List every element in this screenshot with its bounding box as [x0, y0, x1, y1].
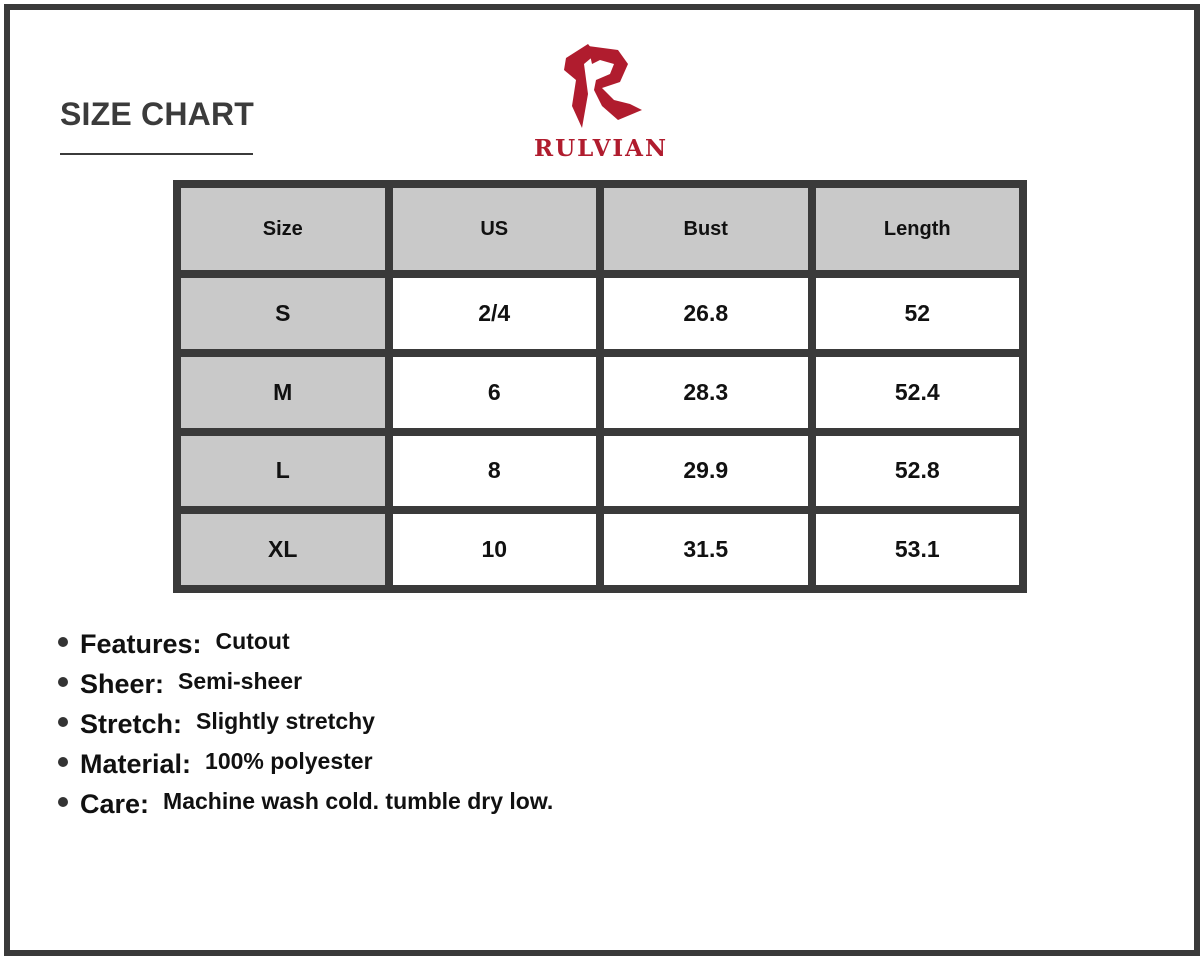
table-row — [181, 436, 1019, 507]
list-item — [58, 664, 553, 704]
feature-label: Stretch: — [80, 708, 183, 739]
column-header: Size — [181, 188, 385, 270]
bullet-icon — [58, 797, 68, 807]
brand-r-logo-icon — [558, 40, 644, 132]
column-header: Length — [816, 188, 1020, 270]
column-header: Bust — [604, 188, 808, 270]
table-cell: 8 — [393, 436, 597, 507]
table-cell: 6 — [393, 357, 597, 428]
size-cell: M — [181, 357, 385, 428]
feature-value: 100% polyester — [205, 747, 373, 774]
bullet-icon — [58, 677, 68, 687]
feature-label: Material: — [80, 748, 192, 779]
feature-value: Semi-sheer — [178, 667, 303, 694]
size-cell: XL — [181, 514, 385, 585]
bullet-icon — [58, 757, 68, 767]
table-cell: 29.9 — [604, 436, 808, 507]
table-header-row — [181, 188, 1019, 270]
title-underline — [60, 153, 253, 155]
size-cell: L — [181, 436, 385, 507]
list-item — [58, 624, 553, 664]
list-item — [58, 704, 553, 744]
feature-value: Machine wash cold. tumble dry low. — [163, 787, 554, 814]
table-cell: 26.8 — [604, 278, 808, 349]
bullet-icon — [58, 717, 68, 727]
feature-list — [58, 624, 553, 824]
column-header: US — [393, 188, 597, 270]
table-cell: 52.8 — [816, 436, 1020, 507]
table-row — [181, 357, 1019, 428]
brand-logo — [518, 40, 684, 166]
size-cell: S — [181, 278, 385, 349]
bullet-icon — [58, 637, 68, 647]
page-title: SIZE CHART — [60, 96, 254, 132]
feature-label: Care: — [80, 788, 150, 819]
feature-value: Slightly stretchy — [196, 707, 375, 734]
feature-value: Cutout — [215, 627, 290, 654]
table-body — [181, 278, 1019, 585]
feature-label: Sheer: — [80, 668, 165, 699]
table-cell: 31.5 — [604, 514, 808, 585]
size-table — [173, 180, 1027, 593]
list-item — [58, 784, 553, 824]
list-item — [58, 744, 553, 784]
feature-label: Features: — [80, 628, 202, 659]
table-cell: 52.4 — [816, 357, 1020, 428]
table-cell: 28.3 — [604, 357, 808, 428]
table-row — [181, 514, 1019, 585]
brand-name: RULVIAN — [533, 135, 669, 162]
table-cell: 52 — [816, 278, 1020, 349]
table-row — [181, 278, 1019, 349]
table-cell: 2/4 — [393, 278, 597, 349]
table-cell: 53.1 — [816, 514, 1020, 585]
table-cell: 10 — [393, 514, 597, 585]
